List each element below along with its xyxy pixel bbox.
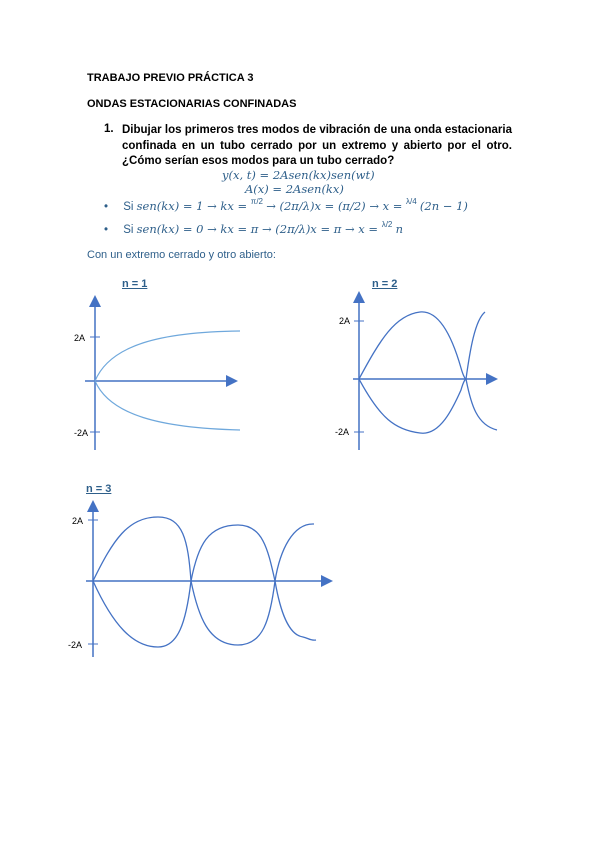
antinode-condition: sen(kx) = 1 → kx = (136, 199, 251, 213)
curve-lobe1-upper (93, 517, 191, 581)
plot-n2 (325, 290, 505, 460)
curve-upper-tail (466, 312, 485, 379)
equation-wave: y(x, t) = 2Asen(kx)sen(wt) (222, 168, 375, 182)
antinode-fraction-1: π/2 (250, 197, 263, 206)
curve-lobe1-lower (93, 581, 191, 647)
mode-label-n1: n = 1 (122, 278, 148, 290)
label-pos: 2A (72, 516, 84, 526)
curve-tail-lower (275, 581, 316, 640)
label-neg: -2A (335, 427, 350, 437)
curve-upper (359, 312, 466, 379)
question-text: Dibujar los primeros tres modos de vibración de una onda estacionaria confinada en un tubo cerrado por un extremo y abierto por el otro. ¿Cómo serían esos modos para un tubo cerrado? (122, 124, 512, 167)
node-tail: n (395, 222, 403, 236)
antinode-fraction-2: λ/4 (406, 197, 417, 206)
antinode-tail: (2n − 1) (419, 199, 468, 213)
label-neg: -2A (74, 428, 89, 438)
curve-lower (95, 381, 240, 430)
plot-n1 (60, 290, 250, 460)
curve-lower-tail (466, 379, 497, 430)
curve-tail-upper (275, 524, 314, 581)
mode-label-n3: n = 3 (86, 483, 112, 495)
practice-title: TRABAJO PREVIO PRÁCTICA 3 (87, 72, 254, 84)
bullet-dot: • (104, 201, 109, 213)
bullet-dot: • (104, 224, 109, 236)
node-fraction: λ/2 (381, 220, 393, 229)
bullet-antinode (104, 199, 468, 213)
label-neg: -2A (68, 640, 83, 650)
plot-n3 (58, 495, 338, 665)
curve-lobe2-lower (191, 581, 275, 645)
intro-text: Con un extremo cerrado y otro abierto: (87, 249, 276, 261)
bullet-prefix: Si (123, 201, 134, 213)
bullet-node (104, 222, 403, 236)
label-pos: 2A (339, 316, 351, 326)
equation-amplitude: A(x) = 2Asen(kx) (245, 182, 344, 196)
curve-lobe2-upper (191, 525, 275, 581)
mode-label-n2: n = 2 (372, 278, 398, 290)
curve-upper (95, 331, 240, 381)
node-condition: sen(kx) = 0 → kx = π → (2π/λ)x = π → x = (136, 222, 382, 236)
question-number: 1. (104, 123, 114, 135)
antinode-middle: → (2π/λ)x = (π/2) → x = (266, 199, 407, 213)
bullet-prefix: Si (123, 224, 134, 236)
section-title: ONDAS ESTACIONARIAS CONFINADAS (87, 98, 297, 110)
label-pos: 2A (74, 333, 86, 343)
curve-lower (359, 379, 466, 433)
